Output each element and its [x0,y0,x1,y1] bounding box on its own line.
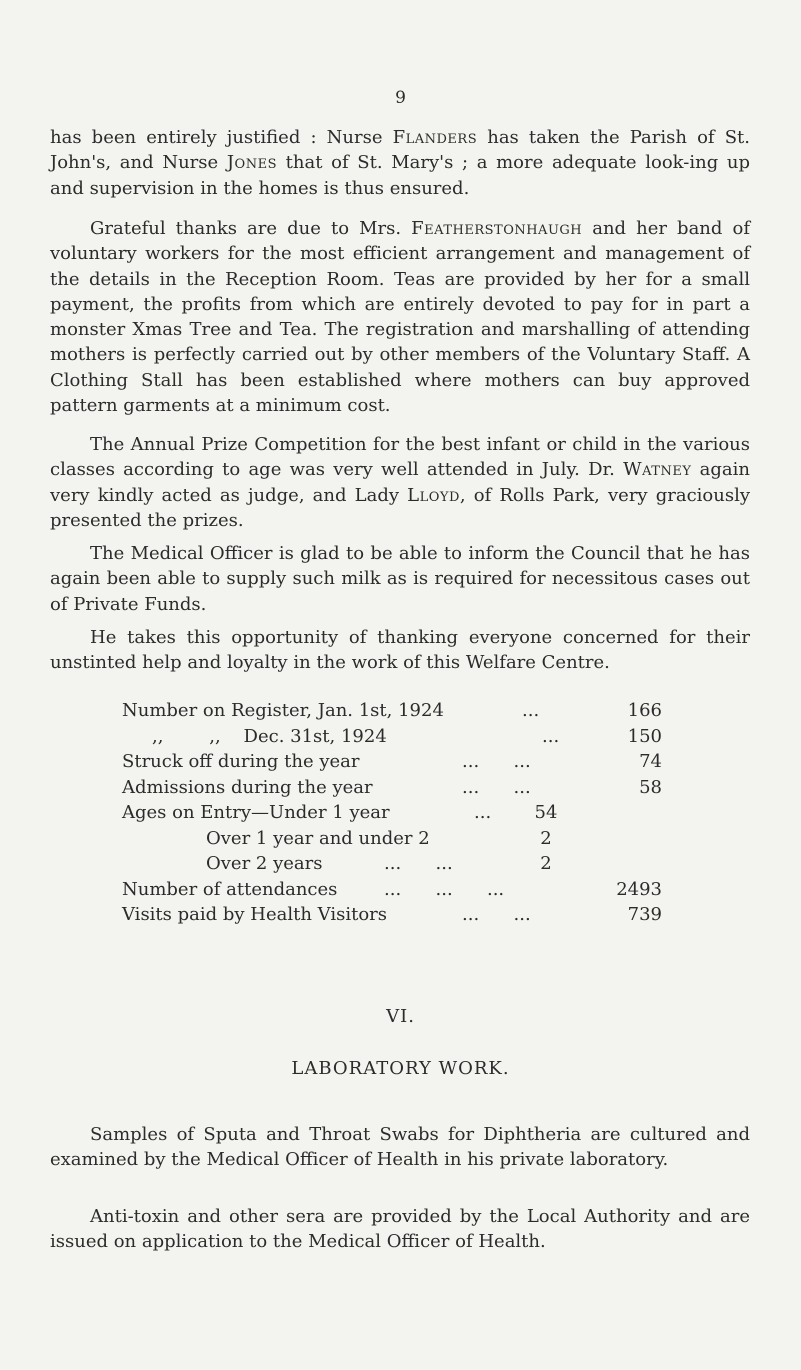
text-run: has been entirely justified : Nurse [50,127,393,148]
stat-value: 166 [627,700,662,721]
paragraph-antitoxin: Anti-toxin and other sera are provided by the Local Authority and are issued on application to the Medical Officer of Health. [50,1206,750,1253]
stat-label: Visits paid by Health Visitors [122,904,388,925]
stat-value: 739 [627,904,662,925]
name-lloyd: Lloyd [407,484,460,506]
name-flanders: Flanders [392,127,478,148]
stat-value: 2493 [616,878,662,900]
stat-label: Admissions during the year [122,776,373,798]
stat-subvalue: 2 [540,853,552,874]
paragraph-gratitude: He takes this opportunity of thanking everyone concerned for their unstinted help and loyalty in the work of this Welfare Centre. [50,627,750,674]
leader-dots: ... ... [462,904,531,925]
paragraph-nurses [50,125,750,201]
text-run: Grateful thanks are due to Mrs. [90,218,412,239]
leader-dots: ... ... [384,853,453,874]
paragraph-prize [50,432,750,533]
leader-dots: ... [522,700,540,721]
stat-label: Ages on Entry—Under 1 year [122,802,390,823]
stat-value: 74 [639,751,662,772]
stat-row [122,851,742,877]
name-featherstonhaugh: Featherstonhaugh [411,218,583,239]
leader-dots: ... [542,725,560,747]
stat-row [122,877,742,903]
leader-dots: ... [474,802,492,823]
stat-row [122,902,742,928]
stat-value: 150 [627,725,662,747]
stat-subvalue: 2 [540,827,552,849]
paragraph-milk: The Medical Officer is glad to be able to inform the Council that he has again been able to supply such milk as is required for necessitous cases out of Private Funds. [50,543,750,615]
leader-dots: ... ... [462,751,531,772]
paragraph-thanks [50,216,750,418]
text-run: that of St. Mary's ; a more adequate look-ing up and supervision in the homes is thus ensured. [50,152,750,199]
stat-value: 58 [639,776,662,798]
stat-row [122,775,742,801]
name-jones: Jones [226,152,277,174]
stat-label: Struck off during the year [122,751,360,772]
stat-label: Number of attendances [122,878,338,900]
text-run: again very kindly acted as judge, and Lady [50,459,750,506]
section-number: VI. [386,1006,415,1027]
stat-row [122,826,742,852]
statistics-table [122,698,742,928]
leader-dots: ... ... [462,776,531,798]
stat-row [122,749,742,775]
section-title: LABORATORY WORK. [291,1058,510,1079]
stat-row [122,800,742,826]
stat-label: Over 1 year and under 2 [206,827,430,849]
text-run: has taken the Parish of St. John's, and Nurse [50,127,750,174]
stat-label: ,, ,, Dec. 31st, 1924 [152,725,387,747]
stat-row [122,698,742,724]
stat-label: Number on Register, Jan. 1st, 1924 [122,700,444,721]
text-run: and her band of voluntary workers for the most efficient arrangement and management of the details in the Reception Room. Teas are provided by her for a small payment, the profits from which are entirely devoted to pay for in part a monster Xmas Tree and Tea. The registration and marshalling of attending mothers is perfectly carried out by other members of the Voluntary Staff. A Clothing Stall has been established where mothers can buy approved pattern garments at a minimum cost. [50,218,750,417]
text-run: , of Rolls Park, very graciously presented the prizes. [50,484,750,531]
paragraph-samples: Samples of Sputa and Throat Swabs for Diphtheria are cultured and examined by the Medical Officer of Health in his private laboratory. [50,1124,750,1171]
stat-row [122,724,742,750]
page-number: 9 [395,88,406,108]
leader-dots: ... ... ... [384,878,505,900]
text-run: The Annual Prize Competition for the best infant or child in the various classes according to age was very well attended in July. Dr. [50,434,750,481]
stat-label: Over 2 years [206,853,323,874]
name-watney: Watney [623,459,692,481]
stat-subvalue: 54 [534,802,558,823]
